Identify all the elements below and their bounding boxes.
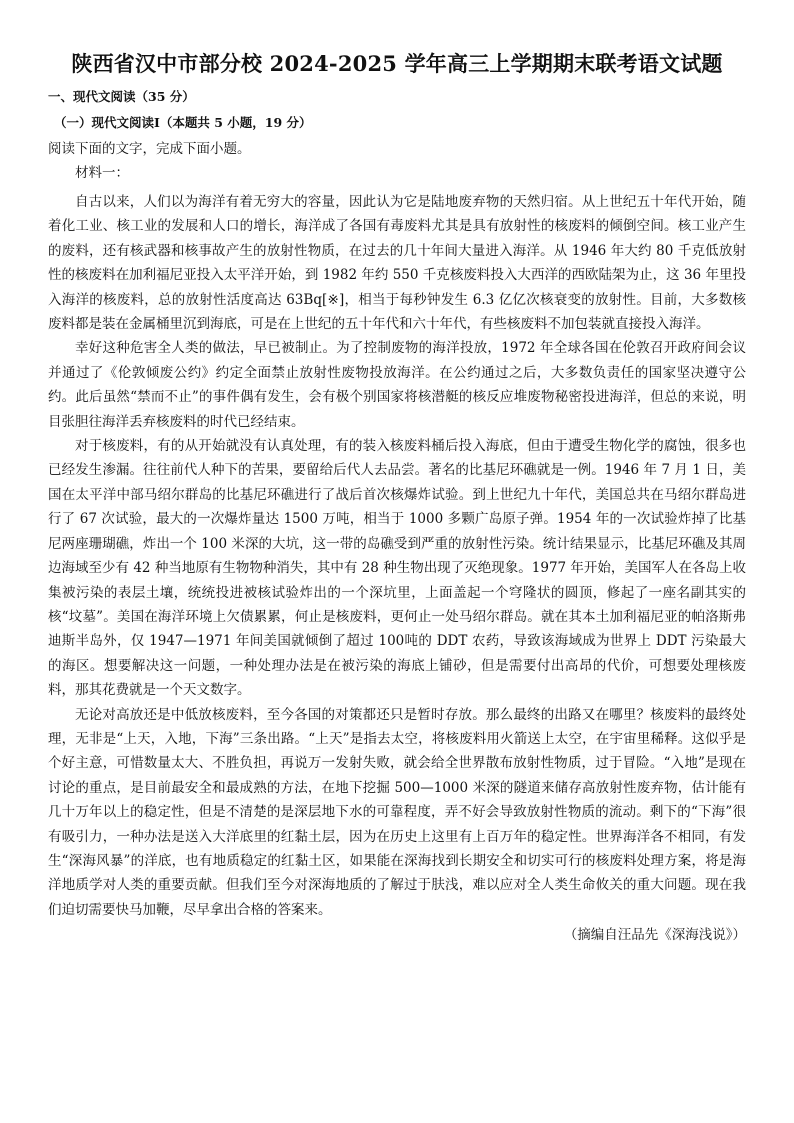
paragraph-3: 对于核废料，有的从开始就没有认真处理，有的装入核废料桶后投入海底，但由于遭受生物化学的腐蚀，很多也已经发生渗漏。往往前代人种下的苦果，要留给后代人去品尝。著名的比基尼环礁就是一例。1946 年 7 月 1 日，美国在太平洋中部马绍尔群岛的比基尼环礁进行了战后首次核爆炸试验。到上世纪九十年代，美国总共在马绍尔群岛进行了 67 次试验，最大的一次爆炸量达 1500 万吨，相当于 1000 多颗广岛原子弹。1954 年的一次试验炸掉了比基尼两座珊瑚礁，炸出一个 100 米深的大坑，这一带的岛礁受到严重的放射性污染。统计结果显示，比基尼环礁及其周边海域至少有 42 种当地原有生物物种消失，其中有 28 种生物出现了灭绝现象。1977 年开始，美国军人在各岛上收集被污染的表层土壤，统统投进被核试验炸出的一个深坑里，上面盖起一个穹隆状的圆顶，修起了一座名副其实的核“坟墓”。美国在海洋环境上欠债累累，何止是核废料，更何止一处马绍尔群岛。就在其本土加利福尼亚的帕洛斯弗迪斯半岛外，仅 1947—1971 年间美国就倾倒了超过 100吨的 DDT 农药，导致该海域成为世界上 DDT 污染最大的海区。想要解决这一问题，一种处理办法是在被污染的海底上铺砂，但是需要付出高昂的代价，可想要处理核废料，那其花费就是一个天文数字。: [48, 438, 746, 699]
reading-instruction: 阅读下面的文字，完成下面小题。: [48, 141, 251, 157]
subsection-heading: （一）现代文阅读Ⅰ（本题共 5 小题，19 分）: [54, 115, 312, 130]
paragraph-1: 自古以来，人们以为海洋有着无穷大的容量，因此认为它是陆地废弃物的天然归宿。从上世纪五十年代开始，随着化工业、核工业的发展和人口的增长，海洋成了各国有毒废料尤其是具有放射性的核废料的倾倒空间。核工业产生的废料，还有核武器和核事故产生的放射性物质，在过去的几十年间大量进入海洋。从 1946 年大约 80 千克低放射性的核废料在加利福尼亚投入太平洋开始，到 1982 年约 550 千克核废料投入大西洋的西欧陆架为止，这 36 年里投入海洋的核废料，总的放射性活度高达 63Bq[※]，相当于每秒钟发生 6.3 亿亿次核衰变的放射性。目前，大多数核废料都是装在金属桶里沉到海底，可是在上世纪的五十年代和六十年代，有些核废料不加包装就直接投入海洋。: [48, 194, 746, 333]
document-title: 陕西省汉中市部分校 2024-2025 学年高三上学期期末联考语文试题: [71, 51, 723, 76]
paragraph-2: 幸好这种危害全人类的做法，早已被制止。为了控制废物的海洋投放，1972 年全球各国在伦敦召开政府间会议并通过了《伦敦倾废公约》约定全面禁止放射性废物投放海洋。在公约通过之后，大多数负责任的国家坚决遵守公约。此后虽然“禁而不止”的事件偶有发生，会有极个别国家将核潜艇的核反应堆废物秘密投进海洋，但总的来说，明目张胆往海洋丢弃核废料的时代已经结束。: [48, 340, 746, 430]
section-heading: 一、现代文阅读（35 分）: [48, 89, 195, 104]
material-label: 材料一：: [75, 165, 129, 181]
paragraph-4: 无论对高放还是中低放核废料，至今各国的对策都还只是暂时存放。那么最终的出路又在哪里？核废料的最终处理，无非是“上天，入地，下海”三条出路。“上天”是指去太空，将核废料用火箭送上太空，在宇宙里稀释。这似乎是个好主意，可惜数量太大、不胜负担，再说万一发射失败，就会给全世界散布放射性物质，过于冒险。“入地”是现在讨论的重点，是目前最安全和最成熟的方法，在地下挖掘 500—1000 米深的隧道来储存高放射性废弃物，估计能有几十万年以上的稳定性，但是不清楚的是深层地下水的可靠程度，弄不好会导致放射性物质的流动。剩下的“下海”很有吸引力，一种办法是送入大洋底里的红黏土层，因为在历史上这里有上百万年的稳定性。世界海洋各不相同，有发生“深海风暴”的洋底，也有地质稳定的红黏土区，如果能在深海找到长期安全和切实可行的核废料处理方案，将是海洋地质学对人类的重要贡献。但我们至今对深海地质的了解过于肤浅，难以应对全人类生命攸关的重大问题。现在我们迫切需要快马加鞭，尽早拿出合格的答案来。: [48, 706, 746, 918]
source-citation: （摘编自汪品先《深海浅说》）: [563, 927, 746, 944]
